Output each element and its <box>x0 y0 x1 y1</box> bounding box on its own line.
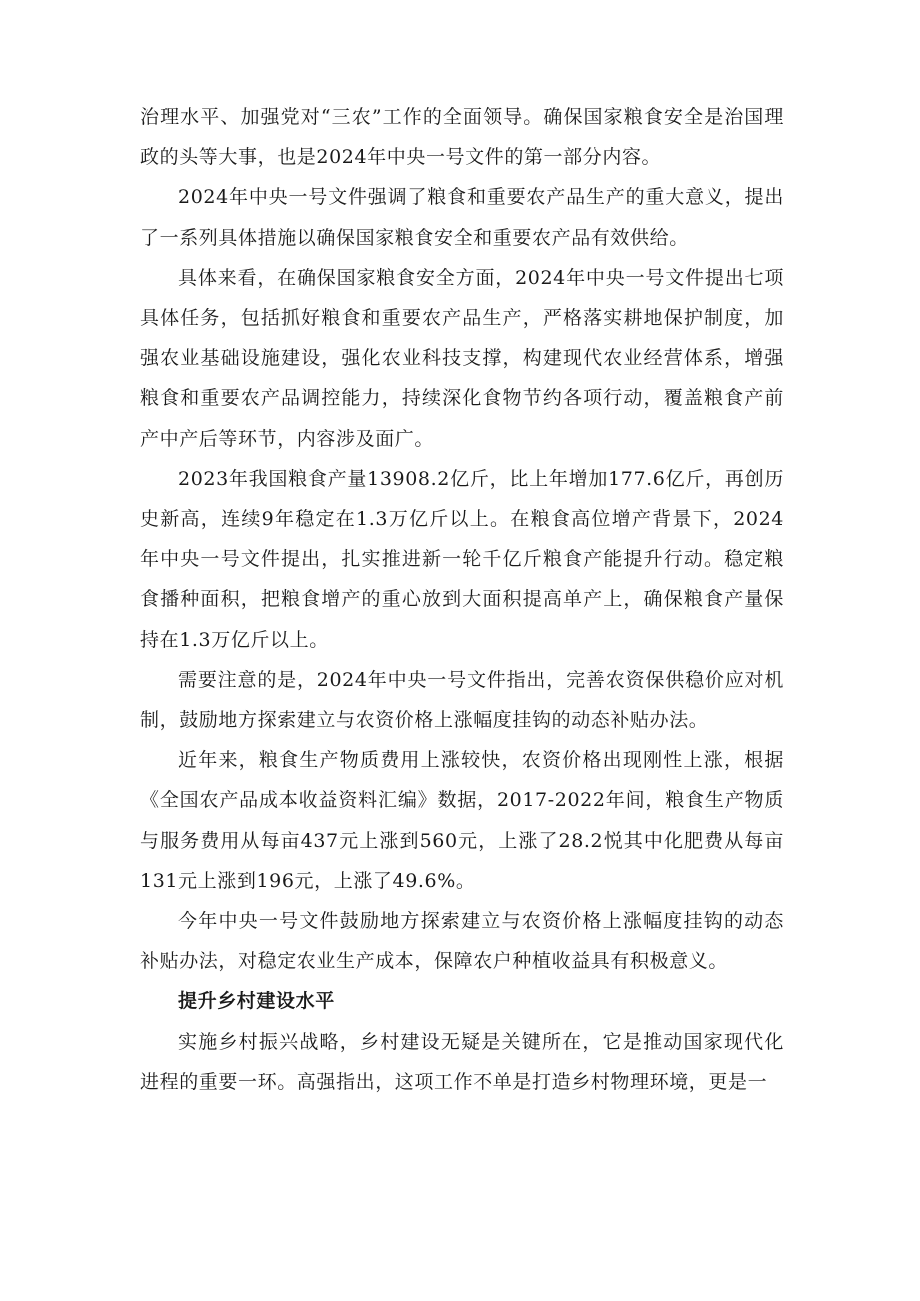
paragraph-continued: 治理水平、加强党对“三农”工作的全面领导。确保国家粮食安全是治国理政的头等大事，也是2024年中央一号文件的第一部分内容。 <box>140 106 784 169</box>
paragraph: 实施乡村振兴战略，乡村建设无疑是关键所在，它是推动国家现代化进程的重要一环。高强指出，这项工作不单是打造乡村物理环境，更是一 <box>140 1030 784 1093</box>
paragraph: 具体来看，在确保国家粮食安全方面，2024年中央一号文件提出七项具体任务，包括抓好粮食和重要农产品生产，严格落实耕地保护制度，加强农业基础设施建设，强化农业科技支撑，构建现代农业经营体系，增强粮食和重要农产品调控能力，持续深化食物节约各项行动，覆盖粮食产前产中产后等环节，内容涉及面广。 <box>140 266 784 450</box>
document-body <box>140 97 784 1102</box>
paragraph: 今年中央一号文件鼓励地方探索建立与农资价格上涨幅度挂钩的动态补贴办法，对稳定农业生产成本，保障农户种植收益具有积极意义。 <box>140 910 784 973</box>
paragraph: 近年来，粮食生产物质费用上涨较快，农资价格出现刚性上涨，根据《全国农产品成本收益资料汇编》数据，2017-2022年间，粮食生产物质与服务费用从每亩437元上涨到560元，上涨了28.2悦其中化肥费从每亩131元上涨到196元，上涨了49.6%。 <box>140 749 784 892</box>
paragraph: 需要注意的是，2024年中央一号文件指出，完善农资保供稳价应对机制，鼓励地方探索建立与农资价格上涨幅度挂钩的动态补贴办法。 <box>140 668 784 732</box>
paragraph: 2024年中央一号文件强调了粮食和重要农产品生产的重大意义，提出了一系列具体措施以确保国家粮食安全和重要农产品有效供给。 <box>140 186 784 249</box>
section-heading: 提升乡村建设水平 <box>178 990 335 1013</box>
paragraph: 2023年我国粮食产量13908.2亿斤，比上年增加177.6亿斤，再创历史新高，连续9年稳定在1.3万亿斤以上。在粮食高位增产背景下，2024年中央一号文件提出，扎实推进新一轮千亿斤粮食产能提升行动。稳定粮食播种面积，把粮食增产的重心放到大面积提高单产上，确保粮食产量保持在1.3万亿斤以上。 <box>140 467 784 651</box>
